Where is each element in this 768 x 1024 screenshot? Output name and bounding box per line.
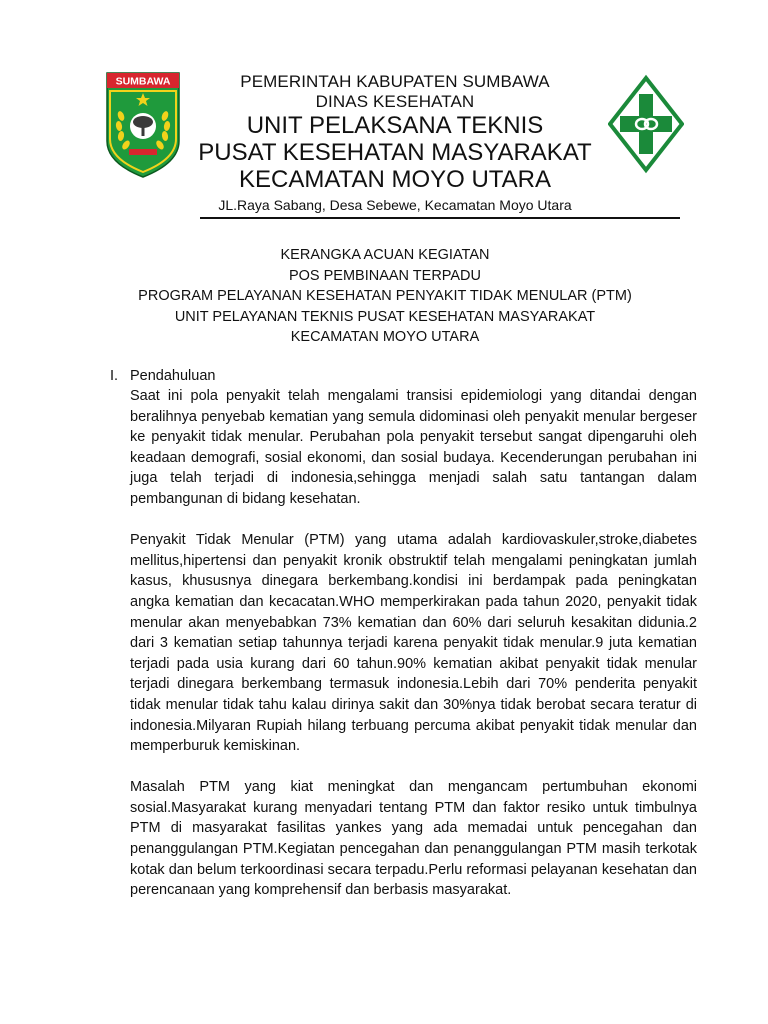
title-line-4: UNIT PELAYANAN TEKNIS PUSAT KESEHATAN MASYARAKAT <box>174 308 596 325</box>
letterhead-divider <box>200 217 680 219</box>
paragraph: Saat ini pola penyakit telah mengalami transisi epidemiologi yang ditandai dengan beralihnya penyebab kematian yang semula didominasi oleh penyakit menular bergeser ke penyakit tidak menular. Perubahan pola penyakit tersebut sangat dipengaruhi oleh keadaan demografi, sosial ekonomi, dan sosial budaya. Kecenderungan perubahan ini juga telah terjadi di indonesia,sehingga menjadi salah satu tantangan dalam pembangunan di bidang kesehatan. <box>130 388 697 507</box>
department-name: DINAS KESEHATAN <box>315 92 475 111</box>
section-title: Pendahuluan <box>130 368 216 384</box>
unit-name: UNIT PELAKSANA TEKNIS <box>246 112 544 139</box>
sumbawa-regency-emblem-icon <box>104 71 182 179</box>
title-line-2: POS PEMBINAAN TERPADU <box>288 267 482 284</box>
section-body <box>130 386 697 921</box>
paragraph: Masalah PTM yang kiat meningkat dan mengancam pertumbuhan ekonomi sosial.Masyarakat kurang menyadari tentang PTM dan faktor resiko untuk timbulnya PTM di masyarakat fasilitas yankes yang ada memadai untuk pencegahan dan penanggulangan PTM.Kegiatan pencegahan dan penanggulangan PTM masih terkotak kotak dan belum terkoordinasi secara terpadu.Perlu reformasi pelayanan kesehatan dan perencanaan yang komprehensif dan berbasis masyarakat. <box>130 779 697 899</box>
letterhead <box>190 72 600 214</box>
title-line-5: KECAMATAN MOYO UTARA <box>290 329 480 345</box>
emblem-caption: SUMBAWA <box>115 75 171 88</box>
section-heading <box>110 366 215 386</box>
title-line-1: KERANGKA ACUAN KEGIATAN <box>280 247 490 263</box>
puskesmas-name: PUSAT KESEHATAN MASYARAKAT <box>198 139 592 166</box>
district-name: KECAMATAN MOYO UTARA <box>238 166 552 193</box>
address: JL.Raya Sabang, Desa Sebewe, Kecamatan Moyo Utara <box>218 197 572 213</box>
section-number: I. <box>110 368 119 384</box>
puskesmas-cross-icon <box>608 72 684 180</box>
title-line-3: PROGRAM PELAYANAN KESEHATAN PENYAKIT TIDAK MENULAR (PTM) <box>138 288 632 304</box>
document-title <box>80 245 690 348</box>
paragraph: Penyakit Tidak Menular (PTM) yang utama adalah kardiovaskuler,stroke,diabetes mellitus,hipertensi dan penyakit kronik obstruktif telah mengalami peningkatan jumlah kasus, khususnya dinegara berkembang.kondisi ini berdampak pada peningkatan angka kematian dan kecacatan.WHO memperkirakan pada tahun 2020, penyakit tidak menular akan menyebabkan 73% kematian dan 60% dari seluruh kesakitan didunia.2 dari 3 kematian setiap tahunnya terjadi karena penyakit tidak menular.9 juta kematian terjadi pada usia kurang dari 60 tahun.90% kematian akibat penyakit tidak menular terjadi dinegara berkembang termasuk indonesia.Lebih dari 70% penderita penyakit tidak menular tidak tahu kalau dirinya sakit dan 30%nya tidak berobat secara teratur di indonesia.Milyaran Rupiah hilang terbuang percuma akibat penyakit tidak menular dan memperburuk kemiskinan. <box>130 532 697 755</box>
government-name: PEMERINTAH KABUPATEN SUMBAWA <box>240 72 550 91</box>
